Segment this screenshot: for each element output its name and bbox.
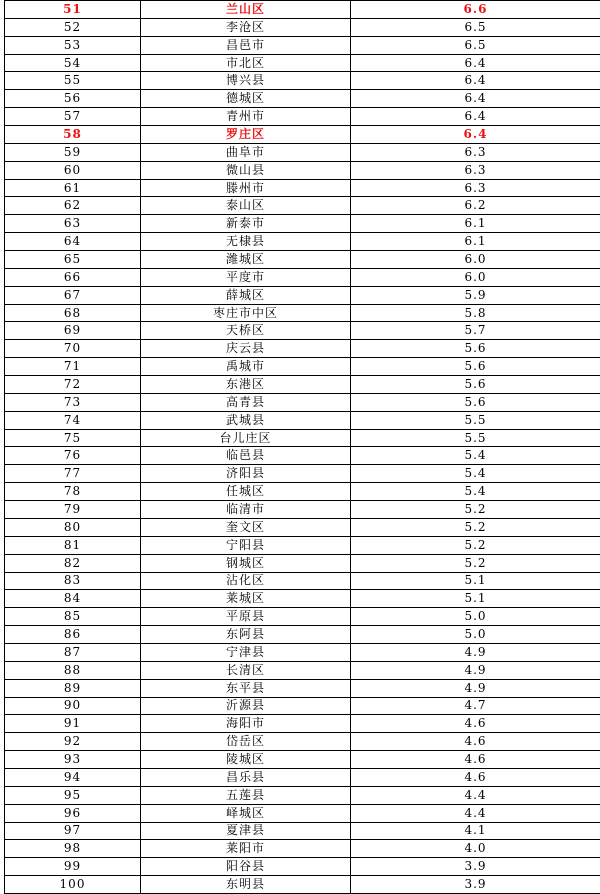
rank-cell: 66: [5, 268, 141, 286]
table-row: [5, 876, 600, 894]
score-cell: 6.6: [351, 1, 600, 19]
table-row: [5, 643, 600, 661]
district-name-cell: 峄城区: [141, 804, 351, 822]
rank-cell: 67: [5, 286, 141, 304]
table-row: [5, 840, 600, 858]
table-row: [5, 661, 600, 679]
score-cell: 6.3: [351, 161, 600, 179]
district-name-cell: 禹城市: [141, 358, 351, 376]
table-row: [5, 751, 600, 769]
district-name-cell: 平度市: [141, 268, 351, 286]
district-name-cell: 宁阳县: [141, 536, 351, 554]
rank-cell: 74: [5, 411, 141, 429]
table-row: [5, 447, 600, 465]
rank-cell: 91: [5, 715, 141, 733]
score-cell: 5.6: [351, 340, 600, 358]
score-cell: 4.9: [351, 679, 600, 697]
district-name-cell: 五莲县: [141, 786, 351, 804]
score-cell: 3.9: [351, 876, 600, 894]
score-cell: 4.6: [351, 733, 600, 751]
table-row: [5, 411, 600, 429]
rank-cell: 82: [5, 554, 141, 572]
district-name-cell: 微山县: [141, 161, 351, 179]
score-cell: 5.6: [351, 376, 600, 394]
district-name-cell: 德城区: [141, 90, 351, 108]
table-row: [5, 804, 600, 822]
table-row: [5, 322, 600, 340]
score-cell: 6.2: [351, 197, 600, 215]
score-cell: 5.7: [351, 322, 600, 340]
rank-cell: 72: [5, 376, 141, 394]
table-row: [5, 376, 600, 394]
rank-cell: 51: [5, 1, 141, 19]
rank-cell: 65: [5, 251, 141, 269]
score-cell: 5.1: [351, 590, 600, 608]
district-name-cell: 青州市: [141, 108, 351, 126]
table-row: [5, 393, 600, 411]
table-row: [5, 679, 600, 697]
score-cell: 5.4: [351, 483, 600, 501]
district-name-cell: 钢城区: [141, 554, 351, 572]
score-cell: 4.6: [351, 751, 600, 769]
district-name-cell: 济阳县: [141, 465, 351, 483]
rank-cell: 69: [5, 322, 141, 340]
rank-cell: 53: [5, 36, 141, 54]
district-name-cell: 泰山区: [141, 197, 351, 215]
district-name-cell: 曲阜市: [141, 143, 351, 161]
rank-cell: 94: [5, 768, 141, 786]
score-cell: 6.0: [351, 268, 600, 286]
score-cell: 6.4: [351, 126, 600, 144]
rank-cell: 55: [5, 72, 141, 90]
table-row: [5, 108, 600, 126]
score-cell: 6.4: [351, 54, 600, 72]
ranking-table: [4, 0, 600, 894]
score-cell: 5.2: [351, 536, 600, 554]
ranking-table-body: [5, 1, 600, 894]
district-name-cell: 台儿庄区: [141, 429, 351, 447]
rank-cell: 79: [5, 501, 141, 519]
district-name-cell: 平原县: [141, 608, 351, 626]
score-cell: 5.0: [351, 608, 600, 626]
table-row: [5, 54, 600, 72]
district-name-cell: 罗庄区: [141, 126, 351, 144]
score-cell: 5.9: [351, 286, 600, 304]
district-name-cell: 李沧区: [141, 18, 351, 36]
score-cell: 6.4: [351, 108, 600, 126]
district-name-cell: 阳谷县: [141, 858, 351, 876]
score-cell: 5.6: [351, 358, 600, 376]
rank-cell: 76: [5, 447, 141, 465]
rank-cell: 95: [5, 786, 141, 804]
score-cell: 5.2: [351, 501, 600, 519]
district-name-cell: 临清市: [141, 501, 351, 519]
table-row: [5, 518, 600, 536]
table-row: [5, 822, 600, 840]
rank-cell: 61: [5, 179, 141, 197]
table-row: [5, 608, 600, 626]
score-cell: 5.0: [351, 626, 600, 644]
score-cell: 5.2: [351, 554, 600, 572]
table-row: [5, 340, 600, 358]
table-row: [5, 768, 600, 786]
table-row: [5, 304, 600, 322]
score-cell: 4.1: [351, 822, 600, 840]
table-row: [5, 358, 600, 376]
district-name-cell: 东平县: [141, 679, 351, 697]
score-cell: 5.5: [351, 429, 600, 447]
table-row: [5, 161, 600, 179]
rank-cell: 70: [5, 340, 141, 358]
table-row: [5, 126, 600, 144]
score-cell: 5.2: [351, 518, 600, 536]
score-cell: 4.4: [351, 786, 600, 804]
table-row: [5, 36, 600, 54]
district-name-cell: 临邑县: [141, 447, 351, 465]
district-name-cell: 枣庄市中区: [141, 304, 351, 322]
district-name-cell: 沾化区: [141, 572, 351, 590]
district-name-cell: 长清区: [141, 661, 351, 679]
table-row: [5, 626, 600, 644]
score-cell: 4.6: [351, 715, 600, 733]
score-cell: 6.3: [351, 179, 600, 197]
table-row: [5, 590, 600, 608]
table-row: [5, 536, 600, 554]
rank-cell: 78: [5, 483, 141, 501]
district-name-cell: 高青县: [141, 393, 351, 411]
score-cell: 5.8: [351, 304, 600, 322]
district-name-cell: 沂源县: [141, 697, 351, 715]
district-name-cell: 东明县: [141, 876, 351, 894]
table-row: [5, 143, 600, 161]
table-row: [5, 572, 600, 590]
table-row: [5, 554, 600, 572]
district-name-cell: 东港区: [141, 376, 351, 394]
score-cell: 4.9: [351, 661, 600, 679]
rank-cell: 87: [5, 643, 141, 661]
table-row: [5, 429, 600, 447]
rank-cell: 60: [5, 161, 141, 179]
district-name-cell: 莱阳市: [141, 840, 351, 858]
rank-cell: 83: [5, 572, 141, 590]
rank-cell: 59: [5, 143, 141, 161]
rank-cell: 84: [5, 590, 141, 608]
score-cell: 6.5: [351, 18, 600, 36]
score-cell: 3.9: [351, 858, 600, 876]
score-cell: 6.1: [351, 233, 600, 251]
score-cell: 6.4: [351, 72, 600, 90]
rank-cell: 73: [5, 393, 141, 411]
score-cell: 4.9: [351, 643, 600, 661]
rank-cell: 77: [5, 465, 141, 483]
rank-cell: 97: [5, 822, 141, 840]
rank-cell: 90: [5, 697, 141, 715]
district-name-cell: 昌邑市: [141, 36, 351, 54]
score-cell: 4.4: [351, 804, 600, 822]
score-cell: 5.6: [351, 393, 600, 411]
district-name-cell: 武城县: [141, 411, 351, 429]
rank-cell: 64: [5, 233, 141, 251]
table-row: [5, 72, 600, 90]
table-row: [5, 233, 600, 251]
district-name-cell: 滕州市: [141, 179, 351, 197]
score-cell: 6.3: [351, 143, 600, 161]
score-cell: 6.5: [351, 36, 600, 54]
rank-cell: 75: [5, 429, 141, 447]
score-cell: 4.7: [351, 697, 600, 715]
table-row: [5, 501, 600, 519]
table-row: [5, 858, 600, 876]
rank-cell: 89: [5, 679, 141, 697]
table-row: [5, 268, 600, 286]
district-name-cell: 无棣县: [141, 233, 351, 251]
score-cell: 4.6: [351, 768, 600, 786]
table-row: [5, 179, 600, 197]
table-row: [5, 286, 600, 304]
district-name-cell: 新泰市: [141, 215, 351, 233]
district-name-cell: 陵城区: [141, 751, 351, 769]
table-row: [5, 697, 600, 715]
rank-cell: 54: [5, 54, 141, 72]
district-name-cell: 任城区: [141, 483, 351, 501]
rank-cell: 93: [5, 751, 141, 769]
district-name-cell: 潍城区: [141, 251, 351, 269]
table-row: [5, 1, 600, 19]
table-row: [5, 215, 600, 233]
score-cell: 6.1: [351, 215, 600, 233]
district-name-cell: 宁津县: [141, 643, 351, 661]
district-name-cell: 市北区: [141, 54, 351, 72]
district-name-cell: 天桥区: [141, 322, 351, 340]
rank-cell: 92: [5, 733, 141, 751]
rank-cell: 80: [5, 518, 141, 536]
table-row: [5, 483, 600, 501]
rank-cell: 62: [5, 197, 141, 215]
rank-cell: 88: [5, 661, 141, 679]
score-cell: 6.4: [351, 90, 600, 108]
table-row: [5, 715, 600, 733]
district-name-cell: 夏津县: [141, 822, 351, 840]
table-row: [5, 786, 600, 804]
rank-cell: 85: [5, 608, 141, 626]
table-row: [5, 90, 600, 108]
score-cell: 5.4: [351, 447, 600, 465]
score-cell: 5.4: [351, 465, 600, 483]
score-cell: 5.5: [351, 411, 600, 429]
district-name-cell: 莱城区: [141, 590, 351, 608]
district-name-cell: 薛城区: [141, 286, 351, 304]
district-name-cell: 博兴县: [141, 72, 351, 90]
score-cell: 6.0: [351, 251, 600, 269]
score-cell: 4.0: [351, 840, 600, 858]
rank-cell: 52: [5, 18, 141, 36]
rank-cell: 98: [5, 840, 141, 858]
district-name-cell: 海阳市: [141, 715, 351, 733]
district-name-cell: 庆云县: [141, 340, 351, 358]
rank-cell: 58: [5, 126, 141, 144]
district-name-cell: 昌乐县: [141, 768, 351, 786]
district-name-cell: 兰山区: [141, 1, 351, 19]
rank-cell: 57: [5, 108, 141, 126]
rank-cell: 86: [5, 626, 141, 644]
district-name-cell: 岱岳区: [141, 733, 351, 751]
table-row: [5, 18, 600, 36]
rank-cell: 71: [5, 358, 141, 376]
rank-cell: 81: [5, 536, 141, 554]
rank-cell: 63: [5, 215, 141, 233]
rank-cell: 68: [5, 304, 141, 322]
rank-cell: 56: [5, 90, 141, 108]
district-name-cell: 奎文区: [141, 518, 351, 536]
table-row: [5, 197, 600, 215]
score-cell: 5.1: [351, 572, 600, 590]
table-row: [5, 733, 600, 751]
rank-cell: 96: [5, 804, 141, 822]
district-name-cell: 东阿县: [141, 626, 351, 644]
rank-cell: 99: [5, 858, 141, 876]
rank-cell: 100: [5, 876, 141, 894]
table-row: [5, 251, 600, 269]
table-row: [5, 465, 600, 483]
